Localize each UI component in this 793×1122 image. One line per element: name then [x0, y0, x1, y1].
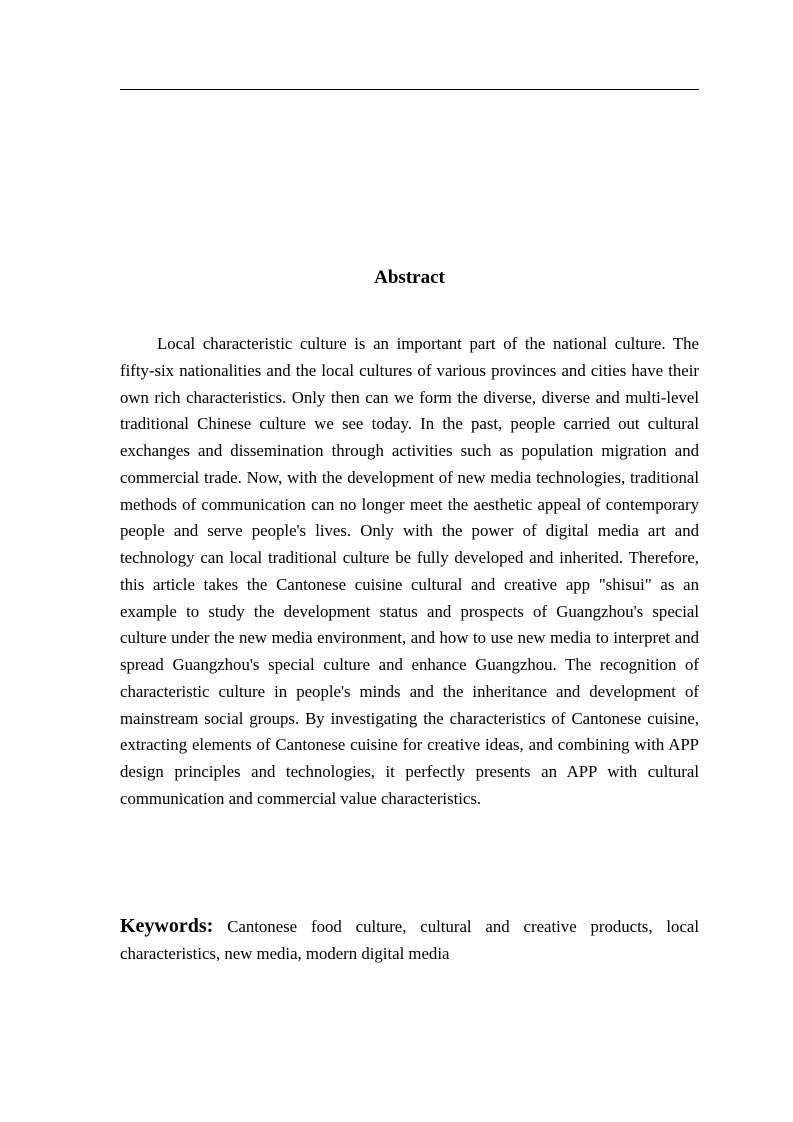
- keywords-list: Cantonese food culture, cultural and creative products, local characteristics, new media, modern digital media: [120, 917, 699, 963]
- keywords-line: [120, 913, 699, 967]
- header-rule: [120, 89, 699, 90]
- abstract-paragraph: Local characteristic culture is an important part of the national culture. The fifty-six nationalities and the local cultures of various provinces and cities have their own rich characteristics. Only then can we form the diverse, diverse and multi-level traditional Chinese culture we see today. In the past, people carried out cultural exchanges and dissemination through activities such as population migration and commercial trade. Now, with the development of new media technologies, traditional methods of communication can no longer meet the aesthetic appeal of contemporary people and serve people's lives. Only with the power of digital media art and technology can local traditional culture be fully developed and inherited. Therefore, this article takes the Cantonese cuisine cultural and creative app "shisui" as an example to study the development status and prospects of Guangzhou's special culture under the new media environment, and how to use new media to interpret and spread Guangzhou's special culture and enhance Guangzhou. The recognition of characteristic culture in people's minds and the inheritance and development of mainstream social groups. By investigating the characteristics of Cantonese cuisine, extracting elements of Cantonese cuisine for creative ideas, and combining with APP design principles and technologies, it perfectly presents an APP with cultural communication and commercial value characteristics.: [120, 334, 699, 808]
- keywords-label: Keywords:: [120, 915, 214, 937]
- page-title: Abstract: [374, 267, 445, 288]
